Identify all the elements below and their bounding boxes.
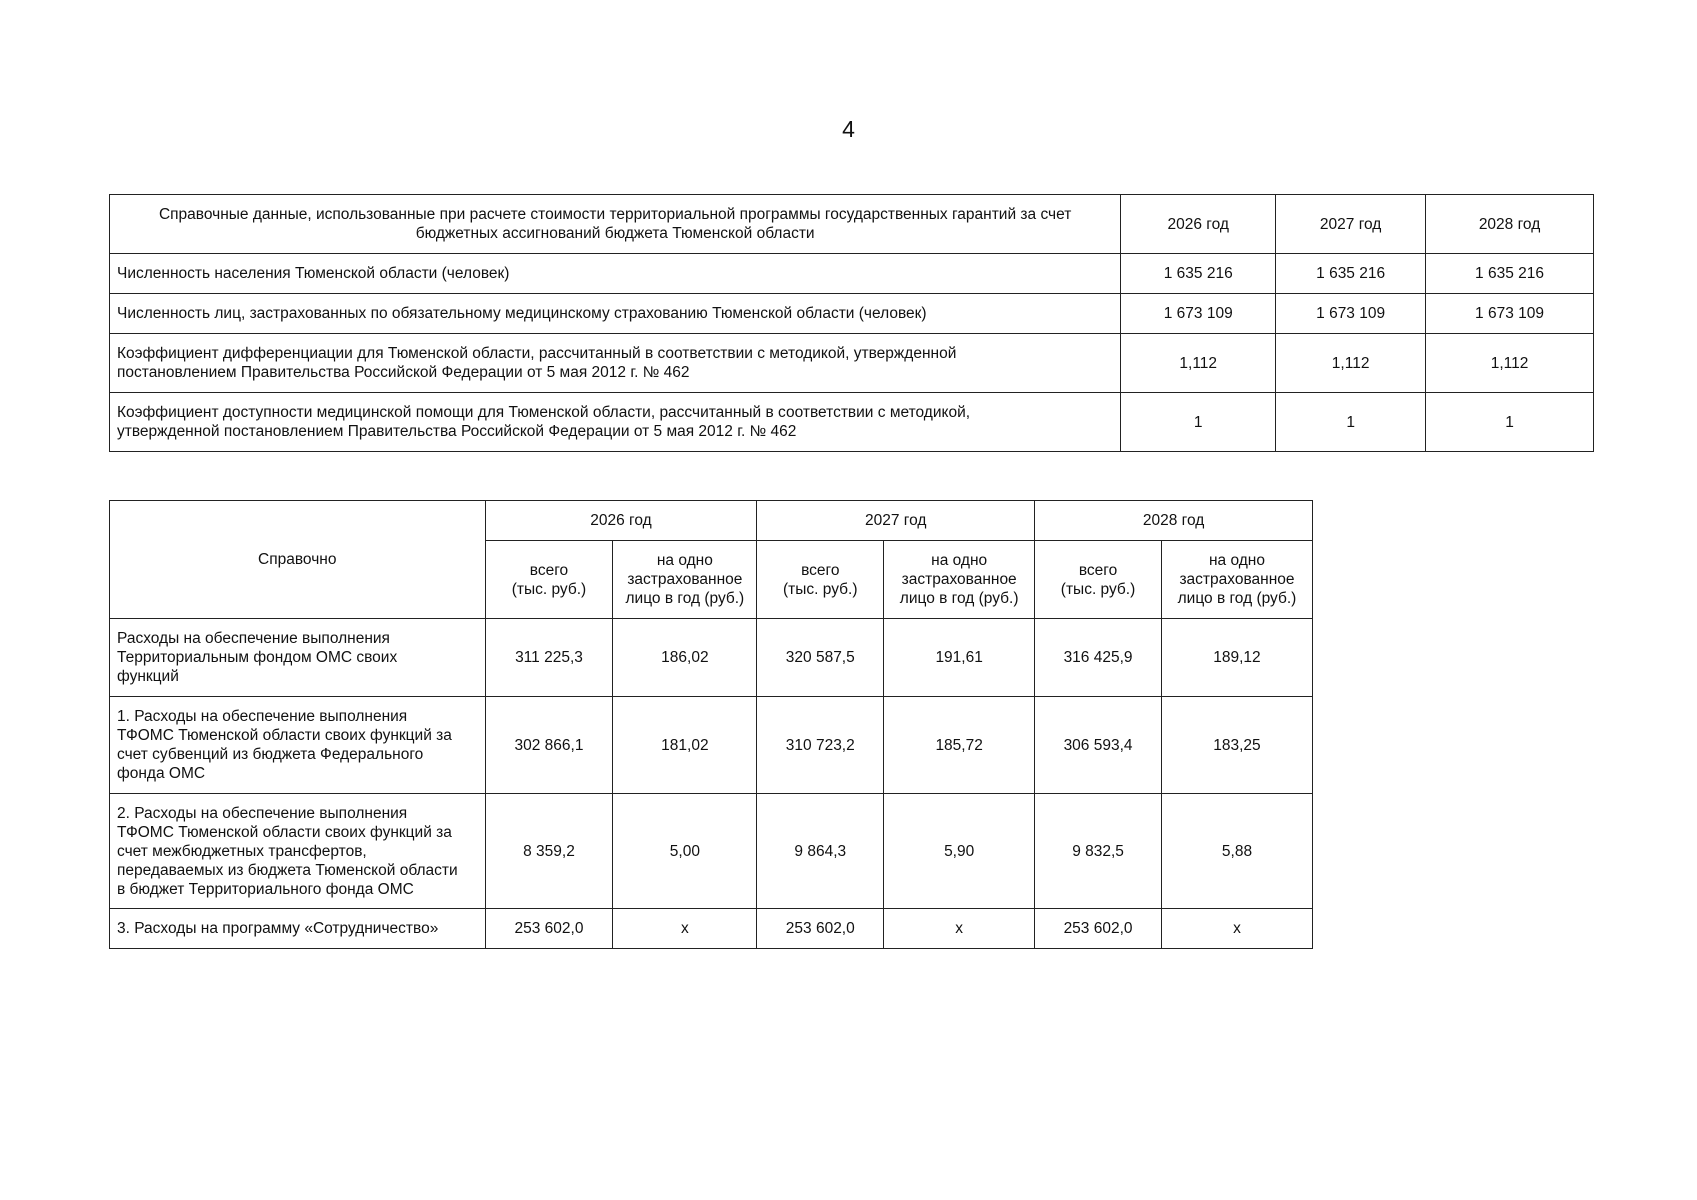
page-number: 4 xyxy=(842,116,855,142)
row-value: 1 635 216 xyxy=(1276,254,1426,294)
header-per-insured xyxy=(1161,541,1312,619)
table-row xyxy=(110,909,1313,949)
header-per-line: застрахованное xyxy=(901,571,1017,588)
row-label-line: ТФОМС Тюменской области своих функций за xyxy=(117,727,452,744)
row-value: x xyxy=(613,909,757,949)
header-year: 2027 год xyxy=(1276,195,1426,254)
row-value: 1 673 109 xyxy=(1121,294,1276,334)
row-value: 1 673 109 xyxy=(1276,294,1426,334)
header-label: Справочно xyxy=(110,501,486,619)
row-value: 1 xyxy=(1276,393,1426,452)
table-row xyxy=(110,619,1313,697)
row-value: 185,72 xyxy=(884,697,1035,794)
table-row xyxy=(110,794,1313,909)
header-year: 2026 год xyxy=(485,501,757,541)
row-label: 3. Расходы на программу «Сотрудничество» xyxy=(110,909,486,949)
row-value: 1,112 xyxy=(1121,334,1276,393)
row-label-line: Расходы на обеспечение выполнения xyxy=(117,630,390,647)
row-value: 5,88 xyxy=(1161,794,1312,909)
header-per-line: застрахованное xyxy=(1179,571,1295,588)
header-description: Справочные данные, использованные при расчете стоимости территориальной программы государственных гарантий за счет бюджетных ассигнований бюджета Тюменской области xyxy=(110,195,1121,254)
header-per-insured xyxy=(613,541,757,619)
table-row xyxy=(110,334,1594,393)
row-label-line: в бюджет Территориального фонда ОМС xyxy=(117,880,414,898)
reference-data-table xyxy=(109,194,1594,452)
header-total xyxy=(757,541,884,619)
row-value: 186,02 xyxy=(613,619,757,697)
header-year: 2026 год xyxy=(1121,195,1276,254)
row-value: 8 359,2 xyxy=(485,794,613,909)
table-row xyxy=(110,393,1594,452)
row-value: 310 723,2 xyxy=(757,697,884,794)
row-value: 1,112 xyxy=(1426,334,1594,393)
header-per-line: лицо в год (руб.) xyxy=(1177,590,1297,607)
row-value: 5,90 xyxy=(884,794,1035,909)
row-value: 1 635 216 xyxy=(1426,254,1594,294)
row-value: 1 635 216 xyxy=(1121,254,1276,294)
header-total-line: всего xyxy=(1078,561,1118,579)
row-label-line: ТФОМС Тюменской области своих функций за xyxy=(117,823,452,841)
table-row xyxy=(110,697,1313,794)
header-per-line: на одно xyxy=(656,552,713,569)
header-year: 2027 год xyxy=(757,501,1035,541)
row-label-line: утвержденной постановлением Правительства Российской Федерации от 5 мая 2012 г. № 462 xyxy=(117,423,797,440)
header-total-line: всего xyxy=(529,561,569,579)
row-label-line: счет межбюджетных трансфертов, xyxy=(117,842,367,860)
row-label-line: 1. Расходы на обеспечение выполнения xyxy=(117,708,408,725)
row-label xyxy=(110,334,1121,393)
row-value: 1,112 xyxy=(1276,334,1426,393)
table-header-row xyxy=(110,195,1594,254)
header-per-line: на одно xyxy=(931,552,988,569)
table-header-row xyxy=(110,501,1313,541)
header-year: 2028 год xyxy=(1426,195,1594,254)
header-year: 2028 год xyxy=(1035,501,1313,541)
expenses-table xyxy=(109,500,1313,949)
row-value: x xyxy=(1161,909,1312,949)
header-per-insured xyxy=(884,541,1035,619)
row-value: 253 602,0 xyxy=(757,909,884,949)
row-value: 306 593,4 xyxy=(1035,697,1162,794)
row-label xyxy=(110,697,486,794)
row-value: 191,61 xyxy=(884,619,1035,697)
header-total xyxy=(485,541,613,619)
row-value: 189,12 xyxy=(1161,619,1312,697)
row-value: 9 832,5 xyxy=(1035,794,1162,909)
header-total-line: (тыс. руб.) xyxy=(783,580,858,598)
row-value: 320 587,5 xyxy=(757,619,884,697)
row-label-line: передаваемых из бюджета Тюменской области xyxy=(117,861,458,879)
row-value: 302 866,1 xyxy=(485,697,613,794)
row-label-line: функций xyxy=(117,668,179,685)
header-per-line: лицо в год (руб.) xyxy=(625,590,745,607)
row-label-line: счет субвенций из бюджета Федерального xyxy=(117,746,424,763)
row-value: 181,02 xyxy=(613,697,757,794)
row-label xyxy=(110,794,486,909)
row-label-line: Коэффициент доступности медицинской помощи для Тюменской области, рассчитанный в соответствии с методикой, xyxy=(117,404,971,421)
row-label-line: Коэффициент дифференциации для Тюменской области, рассчитанный в соответствии с методикой, утвержденной xyxy=(117,345,957,362)
table-row xyxy=(110,294,1594,334)
row-value: 253 602,0 xyxy=(1035,909,1162,949)
row-value: 5,00 xyxy=(613,794,757,909)
row-label xyxy=(110,619,486,697)
row-value: x xyxy=(884,909,1035,949)
header-total-line: (тыс. руб.) xyxy=(511,580,587,598)
row-value: 183,25 xyxy=(1161,697,1312,794)
row-value: 316 425,9 xyxy=(1035,619,1162,697)
row-value: 1 xyxy=(1426,393,1594,452)
row-label xyxy=(110,393,1121,452)
header-total-line: всего xyxy=(801,561,840,579)
row-label: Численность лиц, застрахованных по обязательному медицинскому страхованию Тюменской области (человек) xyxy=(110,294,1121,334)
row-label-line: постановлением Правительства Российской Федерации от 5 мая 2012 г. № 462 xyxy=(117,364,690,381)
table-row xyxy=(110,254,1594,294)
row-label-line: фонда ОМС xyxy=(117,765,206,782)
header-total-line: (тыс. руб.) xyxy=(1060,580,1136,598)
row-value: 253 602,0 xyxy=(485,909,613,949)
row-value: 1 673 109 xyxy=(1426,294,1594,334)
row-value: 9 864,3 xyxy=(757,794,884,909)
row-value: 311 225,3 xyxy=(485,619,613,697)
header-per-line: лицо в год (руб.) xyxy=(899,590,1019,607)
row-label: Численность населения Тюменской области (человек) xyxy=(110,254,1121,294)
row-label-line: Территориальным фондом ОМС своих xyxy=(117,649,398,666)
header-total xyxy=(1035,541,1162,619)
row-label-line: 2. Расходы на обеспечение выполнения xyxy=(117,804,408,822)
header-per-line: застрахованное xyxy=(627,571,743,588)
header-per-line: на одно xyxy=(1208,552,1265,569)
row-value: 1 xyxy=(1121,393,1276,452)
